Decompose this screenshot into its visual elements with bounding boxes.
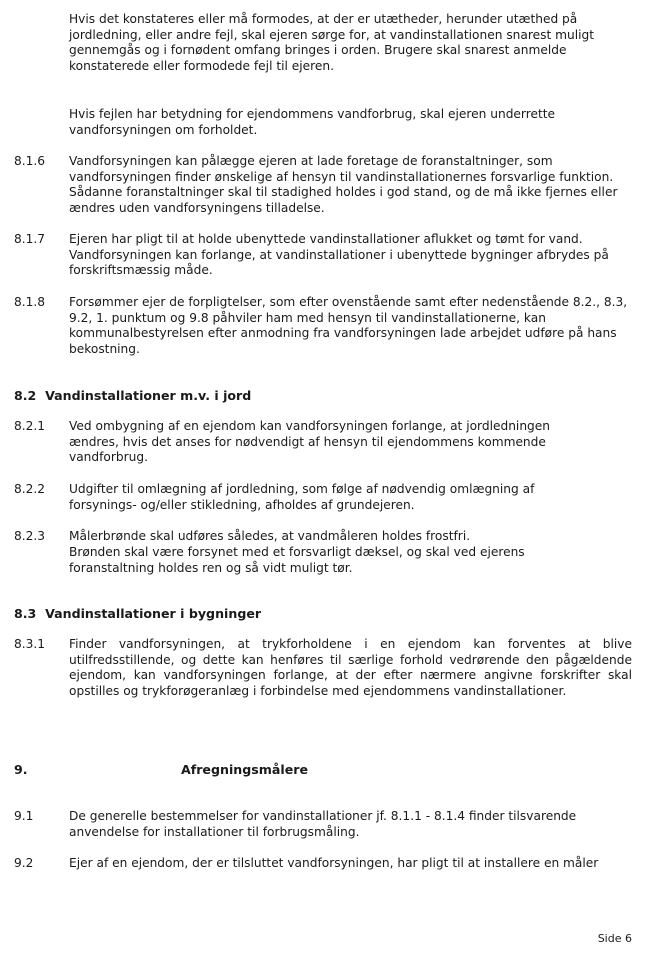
clause-text-8-2-3-b: Brønden skal være forsynet med et forsvarligt dæksel, og skal ved ejerens foranstaltning holdes ren og så vidt muligt tør. (69, 545, 525, 575)
intro-paragraph-2: Hvis fejlen har betydning for ejendommens vandforbrug, skal ejeren underrette vandforsyningen om forholdet. (69, 107, 556, 137)
chapter-title-9: Afregningsmålere (181, 762, 308, 777)
section-heading-8-3: 8.3 Vandinstallationer i bygninger (14, 606, 262, 621)
clause-text-9-1: De generelle bestemmelser for vandinstallationer jf. 8.1.1 - 8.1.4 finder tilsvarende anvendelse for installationer til forbrugsmåling. (69, 809, 577, 839)
clause-number-8-3-1: 8.3.1 (14, 637, 46, 651)
clause-text-8-3-1: Finder vandforsyningen, at trykforholdene i en ejendom kan forventes at blive utilfredsstillende, og dette kan henføres til særlige forhold vedrørende den pågældende ejendom, kan vandforsyningen forlange, at der efter nærmere angivne forskrifter skal opstilles og trykforøgeranlæg i forbindelse med ejendommens vandinstallationer. (69, 637, 632, 698)
clause-text-8-2-2: Udgifter til omlægning af jordledning, som følge af nødvendig omlægning af forsynings- og/eller stikledning, afholdes af grundejeren. (69, 482, 535, 512)
clause-text-8-1-8: Forsømmer ejer de forpligtelser, som efter ovenstående samt efter nedenstående 8.2., 8.3, 9.2, 1. punktum og 9.8 påhviler ham med hensyn til vandinstallationerne, kan kommunalbestyrelsen efter anmodning fra vandforsyningen lade arbejdet udføre på hans bekostning. (69, 295, 628, 356)
clause-number-8-1-6: 8.1.6 (14, 154, 46, 168)
section-heading-8-2: 8.2 Vandinstallationer m.v. i jord (14, 388, 252, 403)
clause-number-8-2-3: 8.2.3 (14, 529, 46, 543)
clause-number-8-2-1: 8.2.1 (14, 419, 46, 433)
clause-number-8-1-7: 8.1.7 (14, 232, 46, 246)
page-number: Side 6 (597, 932, 632, 945)
clause-number-8-1-8: 8.1.8 (14, 295, 46, 309)
clause-number-8-2-2: 8.2.2 (14, 482, 46, 496)
intro-paragraph-1: Hvis det konstateres eller må formodes, at der er utætheder, herunder utæthed på jordledning, eller andre fejl, skal ejeren sørge for, at vandinstallationen snarest muligt gennemgås og i fornødent omfang bringes i orden. Brugere skal snarest anmelde konstaterede eller formodede fejl til ejeren. (69, 12, 595, 73)
clause-text-8-1-6: Vandforsyningen kan pålægge ejeren at lade foretage de foranstaltninger, som vandforsyningen finder ønskelige af hensyn til vandinstallationernes forsvarlige funktion. Sådanne foranstaltninger skal til stadighed holdes i god stand, og de må ikke fjernes eller ændres uden vandforsyningens tilladelse. (69, 154, 618, 215)
clause-number-9-1: 9.1 (14, 809, 34, 823)
clause-text-9-2: Ejer af en ejendom, der er tilsluttet vandforsyningen, har pligt til at installere en måler (69, 856, 599, 870)
chapter-number-9: 9. (14, 762, 28, 777)
clause-text-8-2-3: Målerbrønde skal udføres således, at vandmåleren holdes frostfri. (69, 529, 471, 543)
clause-text-8-1-7: Ejeren har pligt til at holde ubenyttede vandinstallationer aflukket og tømt for vand. Vandforsyningen kan forlange, at vandinstallationer i ubenyttede bygninger afbrydes på forskriftsmæssig måde. (69, 232, 609, 278)
clause-number-9-2: 9.2 (14, 856, 34, 870)
clause-text-8-2-1: Ved ombygning af en ejendom kan vandforsyningen forlange, at jordledningen ændres, hvis det anses for nødvendigt af hensyn til ejendommens kommende vandforbrug. (69, 419, 551, 465)
